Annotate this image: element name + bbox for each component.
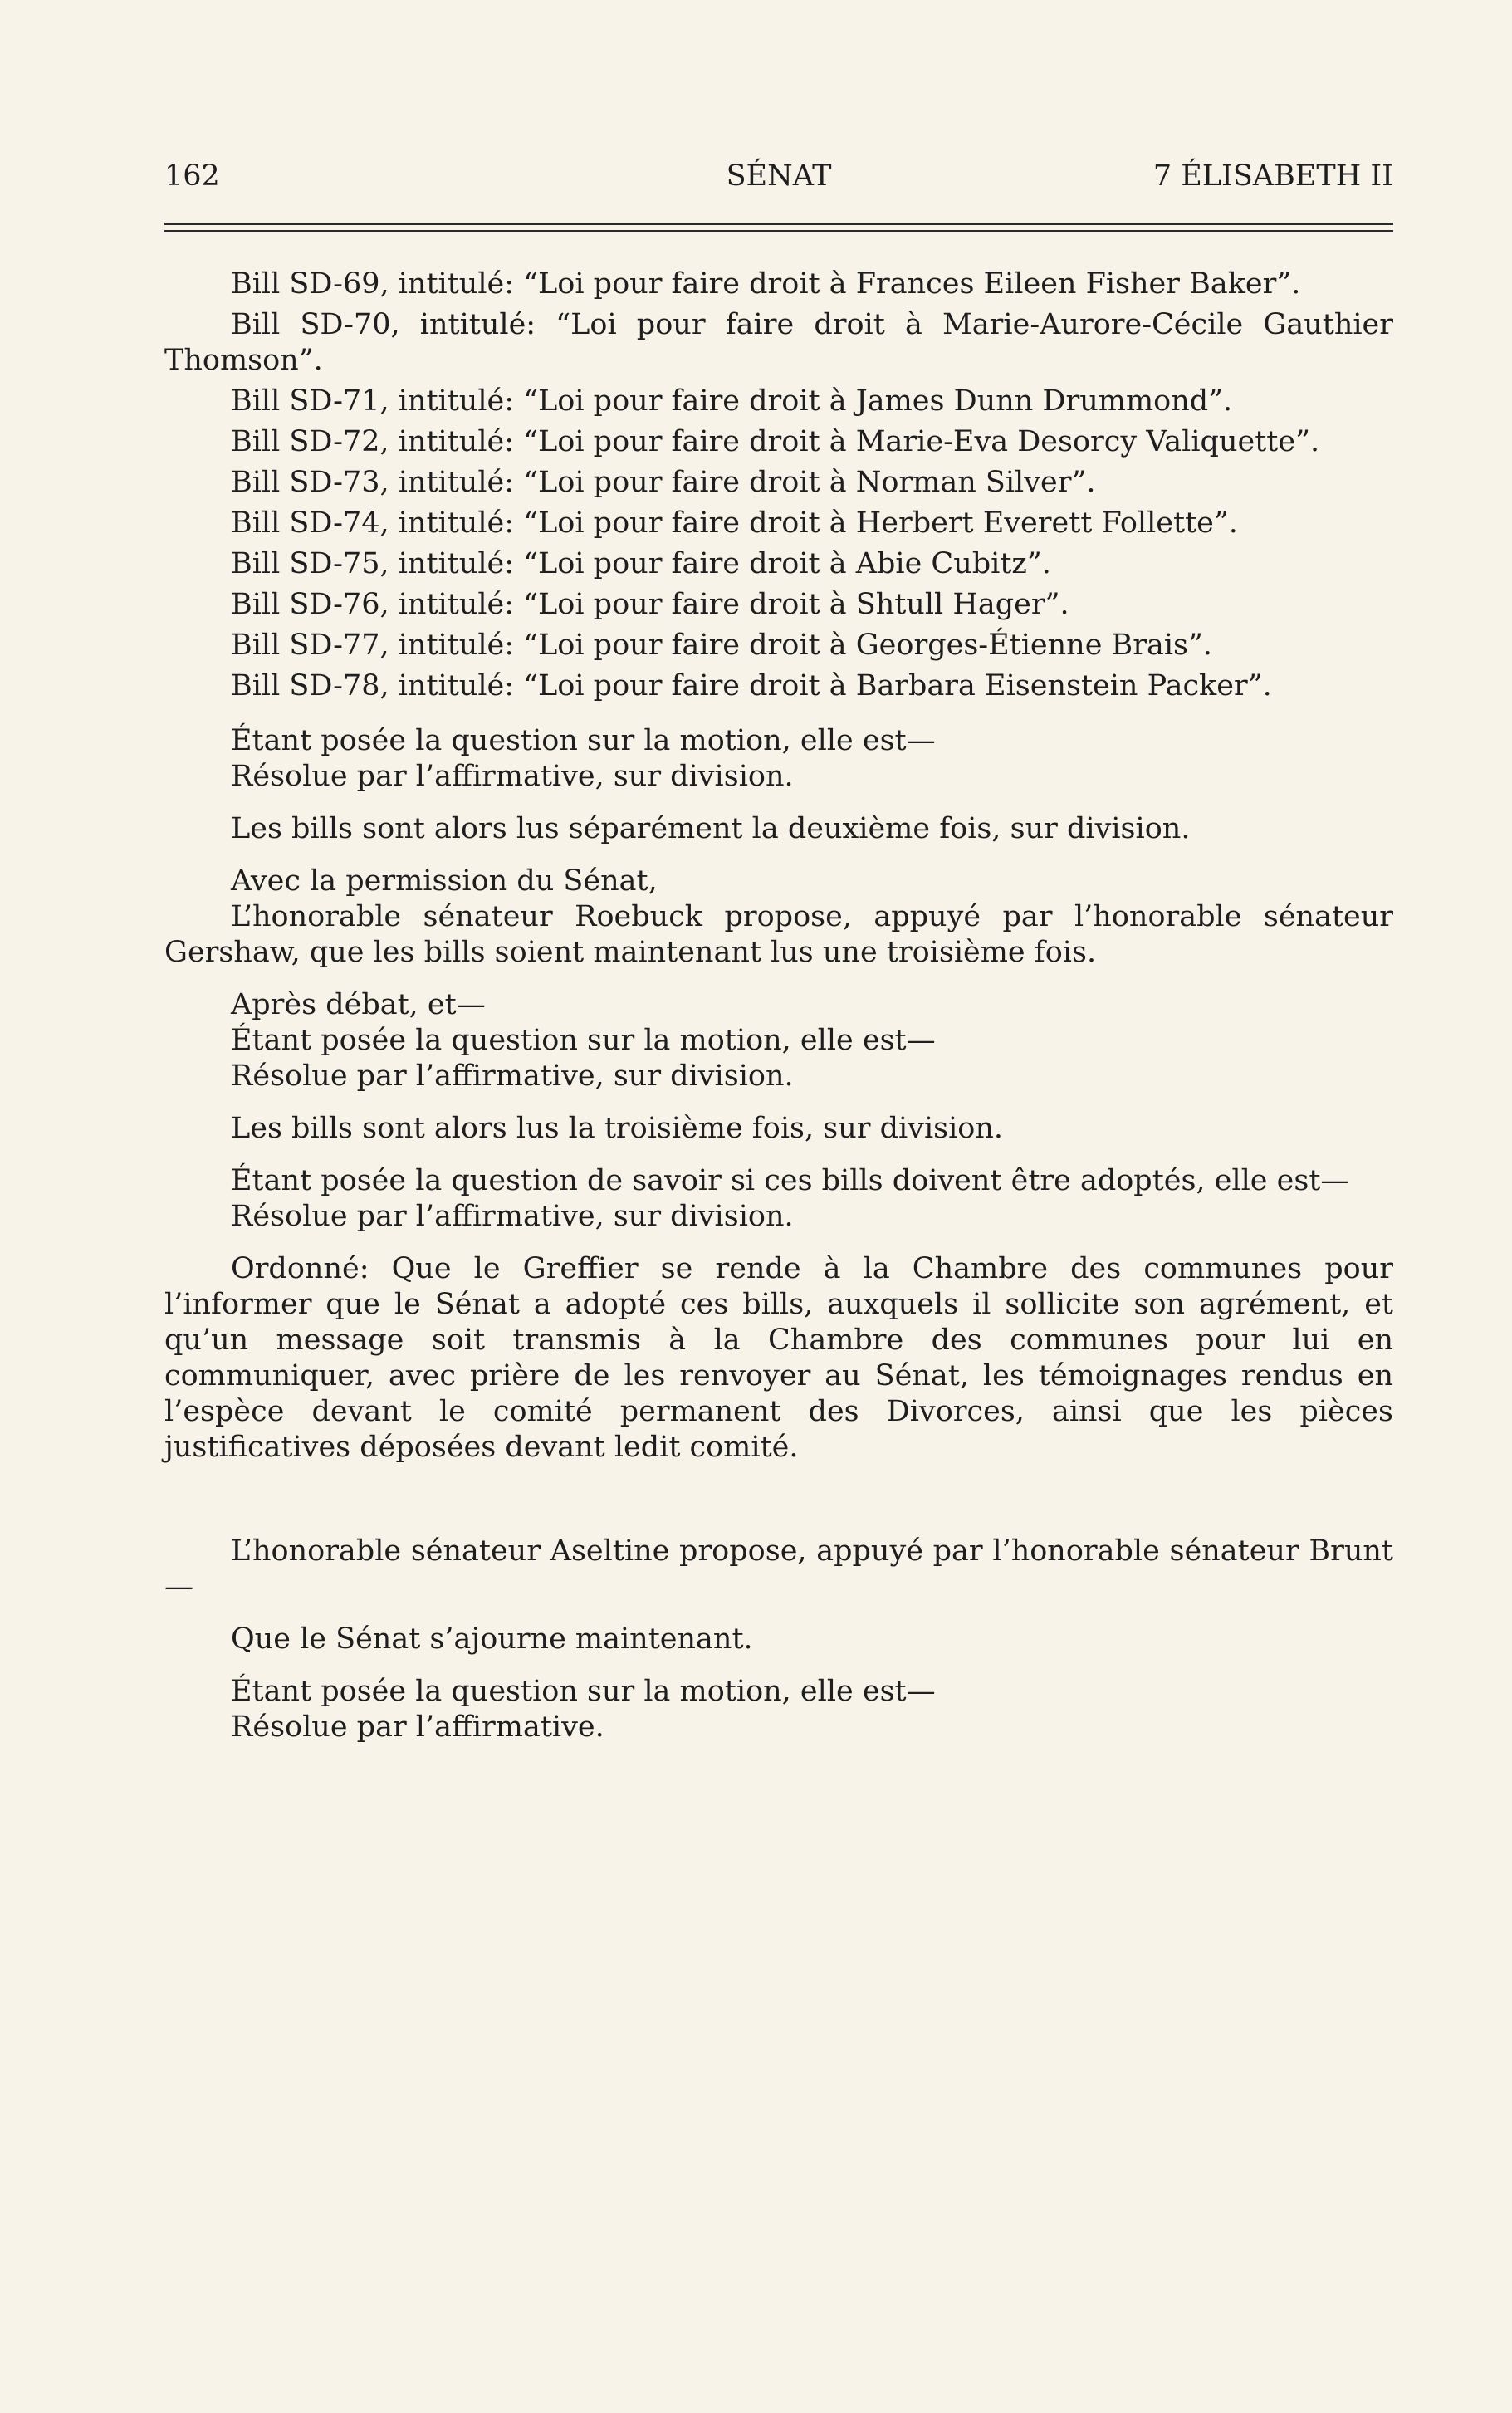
- after-debate: Après débat, et—: [231, 988, 486, 1021]
- resolution: Résolue par l’affirmative, sur division.: [231, 1060, 794, 1093]
- bill-entry: Bill SD-76, intitulé: “Loi pour faire droit à Shtull Hager”.: [231, 588, 1069, 621]
- header-rule-bottom: [164, 230, 1393, 232]
- header-rule-top: [164, 223, 1393, 225]
- question-put: Étant posée la question sur la motion, elle est—: [231, 724, 936, 757]
- order-clerk: Ordonné: Que le Greffier se rende à la Chambre des communes pour l’informer que le Sénat a adopté ces bills, auxquels il sollicite son agrément, et qu’un message soit transmis à la Chambre des communes pour lui en communiquer, avec prière de les renvoyer au Sénat, les témoignages rendus en l’espèce devant le comité permanent des Divorces, ainsi que les pièces justificatives déposées devant ledit comité.: [164, 1252, 1393, 1464]
- question-put: Étant posée la question sur la motion, elle est—: [231, 1675, 936, 1708]
- adjournment-motion: Que le Sénat s’ajourne maintenant.: [231, 1623, 753, 1656]
- question-put: Étant posée la question sur la motion, elle est—: [231, 1024, 936, 1057]
- resolution: Résolue par l’affirmative, sur division.: [231, 760, 794, 793]
- leave-of-senate: Avec la permission du Sénat,: [231, 864, 658, 898]
- bill-entry: Bill SD-72, intitulé: “Loi pour faire droit à Marie-Eva Desorcy Valiquette”.: [231, 425, 1320, 458]
- bill-entry: Bill SD-69, intitulé: “Loi pour faire droit à Frances Eileen Fisher Baker”.: [231, 267, 1301, 301]
- third-reading: Les bills sont alors lus la troisième fois, sur division.: [231, 1112, 1004, 1145]
- question-put: Étant posée la question de savoir si ces bills doivent être adoptés, elle est—: [231, 1164, 1350, 1197]
- bill-entry: Bill SD-77, intitulé: “Loi pour faire droit à Georges-Étienne Brais”.: [231, 629, 1213, 662]
- running-header: [164, 159, 1393, 201]
- motion-roebuck: L’honorable sénateur Roebuck propose, appuyé par l’honorable sénateur Gershaw, que les bills soient maintenant lus une troisième fois.: [164, 900, 1393, 969]
- page-number: 162: [164, 159, 220, 193]
- page-body: [164, 264, 1393, 1745]
- bill-entry: Bill SD-70, intitulé: “Loi pour faire droit à Marie-Aurore-Cécile Gauthier Thomson”.: [164, 308, 1393, 377]
- bill-entry: Bill SD-71, intitulé: “Loi pour faire droit à James Dunn Drummond”.: [231, 384, 1233, 418]
- bill-entry: Bill SD-73, intitulé: “Loi pour faire droit à Norman Silver”.: [231, 466, 1096, 499]
- resolution: Résolue par l’affirmative, sur division.: [231, 1200, 794, 1233]
- header-regnal-year: 7 ÉLISABETH II: [1152, 159, 1393, 193]
- motion-aseltine: L’honorable sénateur Aseltine propose, appuyé par l’honorable sénateur Brunt—: [164, 1534, 1393, 1603]
- bill-entry: Bill SD-75, intitulé: “Loi pour faire droit à Abie Cubitz”.: [231, 547, 1051, 580]
- header-title: SÉNAT: [726, 159, 832, 193]
- resolution: Résolue par l’affirmative.: [231, 1711, 604, 1744]
- bill-entry: Bill SD-78, intitulé: “Loi pour faire droit à Barbara Eisenstein Packer”.: [231, 669, 1272, 702]
- second-reading: Les bills sont alors lus séparément la deuxième fois, sur division.: [231, 812, 1191, 845]
- bill-entry: Bill SD-74, intitulé: “Loi pour faire droit à Herbert Everett Follette”.: [231, 507, 1238, 540]
